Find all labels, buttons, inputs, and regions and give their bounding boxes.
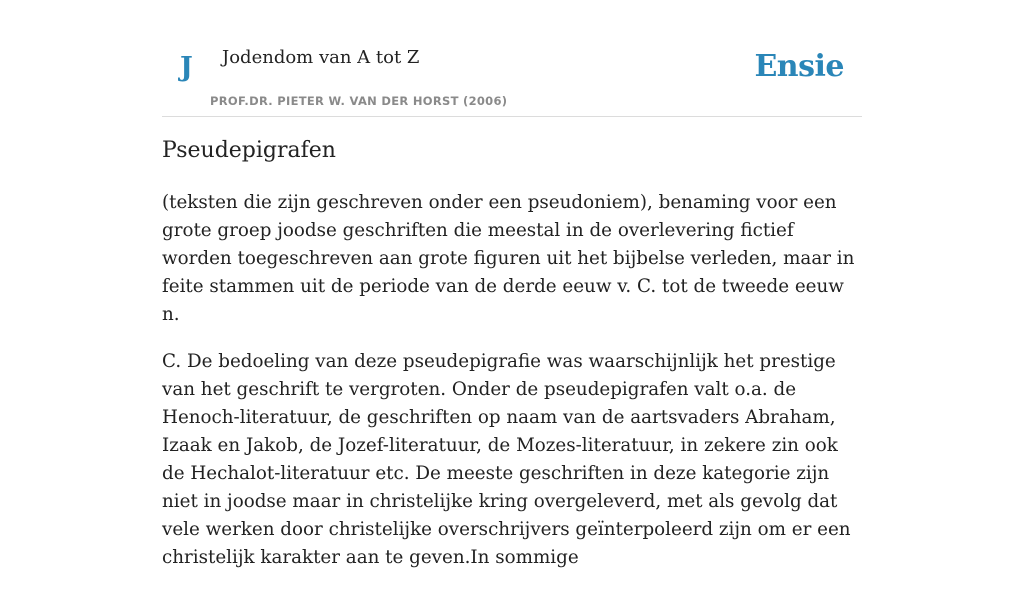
header xyxy=(162,0,862,117)
entry-title: Pseudepigrafen xyxy=(162,138,336,163)
ensie-logo[interactable]: Ensie xyxy=(754,49,844,84)
book-title[interactable]: Jodendom van A tot Z xyxy=(222,47,420,68)
entry-paragraph: (teksten die zijn geschreven onder een pseudoniem), benaming voor een grote groep joodse geschriften die meestal in de overlevering fictief worden toegeschreven aan grote figuren uit het bijbelse verleden, maar in feite stammen uit de periode van de derde eeuw v. C. tot de tweede eeuw n. xyxy=(162,191,855,325)
entry-paragraph: C. De bedoeling van deze pseudepigrafie was waarschijnlijk het prestige van het geschrift te vergroten. Onder de pseudepigrafen valt o.a. de Henoch-literatuur, de geschriften op naam van de aartsvaders Abraham, Izaak en Jakob, de Jozef-literatuur, de Mozes-literatuur, in zekere zin ook de Hechalot-literatuur etc. De meeste geschriften in deze kategorie zijn niet in joodse maar in christelijke kring overgeleverd, met als gevolg dat vele werken door christelijke overschrijvers geïnterpoleerd zijn om er een christelijk karakter aan te geven.In sommige xyxy=(162,350,851,568)
book-logo-icon[interactable]: J xyxy=(180,52,193,83)
entry-content xyxy=(162,137,862,591)
author-line: PROF.DR. PIETER W. VAN DER HORST (2006) xyxy=(210,94,508,108)
